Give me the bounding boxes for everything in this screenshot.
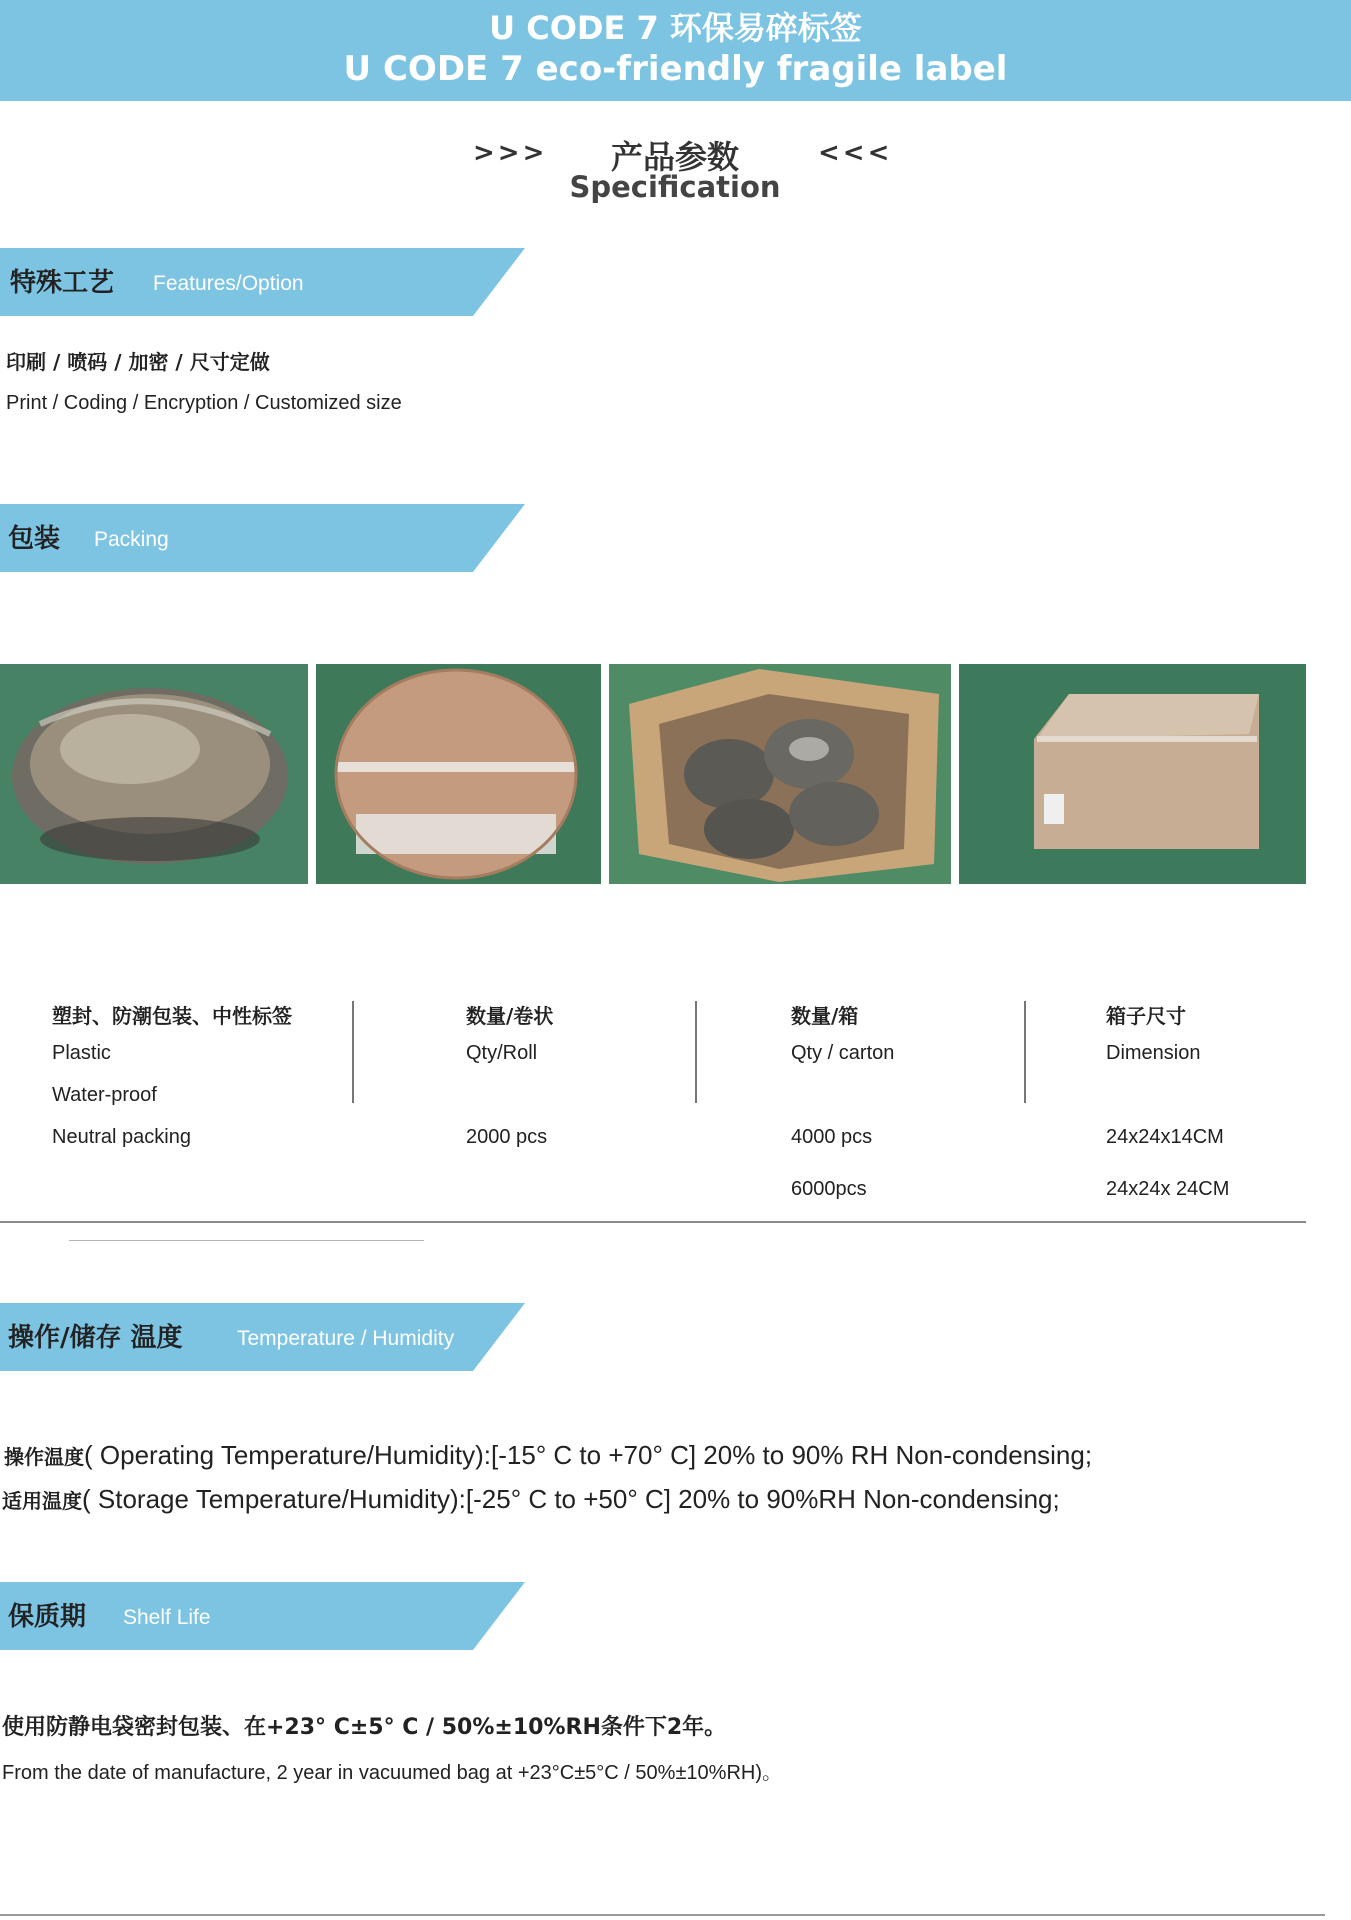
shelf-title-cn: 保质期 bbox=[8, 1602, 87, 1632]
packing-section-bar bbox=[0, 504, 525, 572]
photo-sealed-carton bbox=[959, 664, 1306, 884]
column-divider bbox=[352, 1001, 354, 1103]
packing-title-en: Packing bbox=[94, 528, 169, 551]
features-title-cn: 特殊工艺 bbox=[10, 268, 115, 298]
header-title-cn: U CODE 7 环保易碎标签 bbox=[489, 9, 862, 47]
photo-roll-with-disc bbox=[316, 664, 601, 884]
operating-label-en: ( Operating Temperature/Humidity):[-15° C to +70° C] 20% to 90% RH Non-condensing; bbox=[84, 1440, 1093, 1470]
short-rule bbox=[69, 1240, 424, 1241]
packing-col3-value: 4000 pcs bbox=[791, 1126, 873, 1148]
spec-arrow-left: >>> bbox=[473, 138, 548, 168]
page-bottom-rule bbox=[0, 1914, 1325, 1916]
packing-col2-sub: Qty/Roll bbox=[466, 1042, 538, 1064]
shelf-title-en: Shelf Life bbox=[123, 1606, 211, 1629]
features-section-bar bbox=[0, 248, 525, 316]
temperature-title-cn: 操作/储存 温度 bbox=[8, 1323, 183, 1353]
packing-col1-line: Water-proof bbox=[52, 1084, 157, 1106]
features-line-cn: 印刷 / 喷码 / 加密 / 尺寸定做 bbox=[6, 350, 270, 374]
packing-col3-value: 6000pcs bbox=[791, 1178, 867, 1200]
operating-label-cn: 操作温度 bbox=[4, 1445, 84, 1469]
column-divider bbox=[695, 1001, 697, 1103]
shelf-line-cn: 使用防静电袋密封包装、在+23° C±5° C / 50%±10%RH条件下2年。 bbox=[2, 1715, 727, 1740]
temperature-section-bar bbox=[0, 1303, 525, 1371]
packing-col4-value: 24x24x14CM bbox=[1106, 1126, 1224, 1148]
photo-rolls-in-carton bbox=[609, 664, 951, 884]
packing-col1-line: Plastic bbox=[52, 1042, 111, 1064]
spec-arrow-right: <<< bbox=[818, 138, 893, 168]
header-title-en: U CODE 7 eco-friendly fragile label bbox=[343, 49, 1008, 89]
header-banner bbox=[0, 0, 1351, 101]
table-bottom-rule bbox=[0, 1221, 1306, 1223]
shelf-section-bar bbox=[0, 1582, 525, 1650]
column-divider bbox=[1024, 1001, 1026, 1103]
packing-col3-sub: Qty / carton bbox=[791, 1042, 895, 1064]
spec-title-cn: 产品参数 bbox=[610, 138, 739, 176]
photo-roll-in-bag bbox=[0, 664, 308, 884]
packing-col1-header: 塑封、防潮包装、中性标签 bbox=[52, 1004, 292, 1028]
packing-col1-line: Neutral packing bbox=[52, 1126, 191, 1148]
packing-col4-sub: Dimension bbox=[1106, 1042, 1201, 1064]
packing-col2-value: 2000 pcs bbox=[466, 1126, 548, 1148]
packing-col4-value: 24x24x 24CM bbox=[1106, 1178, 1230, 1200]
storage-label-cn: 适用温度 bbox=[2, 1489, 82, 1513]
packing-title-cn: 包装 bbox=[8, 524, 61, 554]
packing-col4-header: 箱子尺寸 bbox=[1106, 1004, 1186, 1028]
spec-title-en: Specification bbox=[569, 170, 781, 204]
storage-label-en: ( Storage Temperature/Humidity):[-25° C to +50° C] 20% to 90%RH Non-condensing; bbox=[82, 1484, 1060, 1514]
shelf-line-en: From the date of manufacture, 2 year in vacuumed bag at +23°C±5°C / 50%±10%RH)。 bbox=[2, 1762, 782, 1784]
temperature-title-en: Temperature / Humidity bbox=[237, 1327, 455, 1350]
operating-temperature-line bbox=[4, 1440, 1092, 1471]
features-line-en: Print / Coding / Encryption / Customized size bbox=[6, 392, 402, 414]
packing-col3-header: 数量/箱 bbox=[791, 1004, 859, 1028]
storage-temperature-line bbox=[2, 1484, 1060, 1515]
section-bar-shape bbox=[0, 504, 525, 572]
features-title-en: Features/Option bbox=[153, 272, 304, 295]
packing-col2-header: 数量/卷状 bbox=[466, 1004, 554, 1028]
